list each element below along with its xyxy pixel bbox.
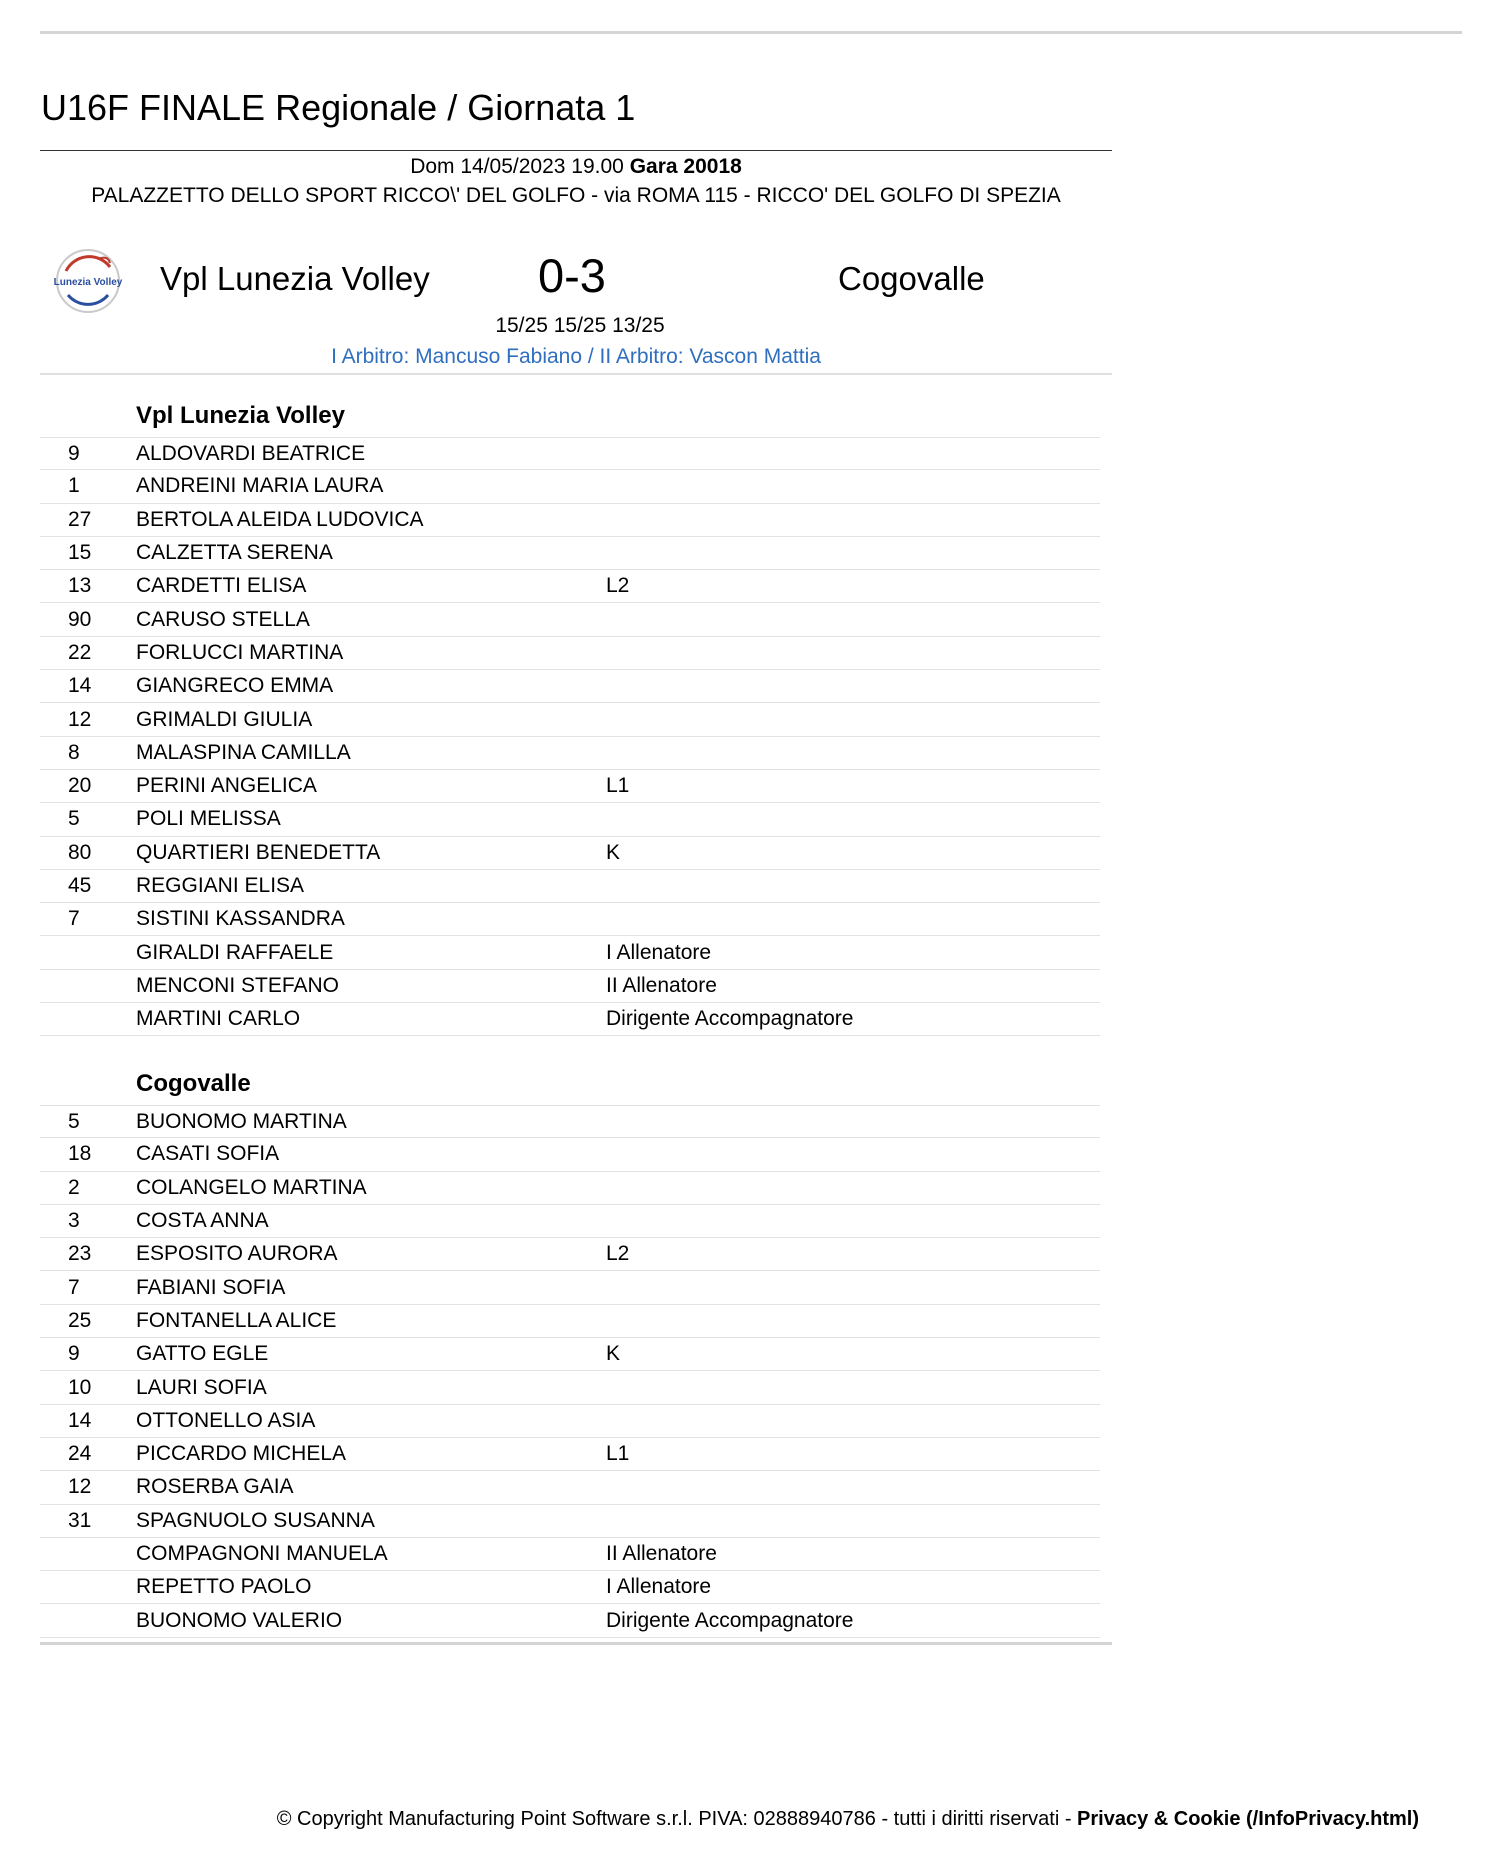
player-name: FABIANI SOFIA bbox=[136, 1275, 286, 1299]
player-number: 5 bbox=[68, 1109, 80, 1133]
player-number: 7 bbox=[68, 907, 80, 931]
player-name: SPAGNUOLO SUSANNA bbox=[136, 1508, 375, 1532]
player-number: 12 bbox=[68, 707, 92, 731]
table-row bbox=[40, 1003, 1100, 1036]
roster-team-title: Vpl Lunezia Volley bbox=[136, 402, 345, 429]
top-divider bbox=[40, 31, 1462, 34]
player-name: LAURI SOFIA bbox=[136, 1375, 267, 1399]
table-row bbox=[40, 1305, 1100, 1338]
player-name: PICCARDO MICHELA bbox=[136, 1442, 347, 1466]
player-role: I Allenatore bbox=[606, 1575, 712, 1599]
player-role: L1 bbox=[606, 1442, 630, 1466]
table-row bbox=[40, 670, 1100, 703]
player-name: ESPOSITO AURORA bbox=[136, 1242, 338, 1266]
player-name: POLI MELISSA bbox=[136, 807, 281, 831]
player-number: 31 bbox=[68, 1508, 92, 1532]
header-divider bbox=[40, 373, 1112, 375]
table-row bbox=[40, 1238, 1100, 1271]
player-number: 22 bbox=[68, 640, 92, 664]
player-name: BERTOLA ALEIDA LUDOVICA bbox=[136, 507, 424, 531]
player-name: COSTA ANNA bbox=[136, 1209, 269, 1233]
match-info bbox=[40, 154, 1112, 180]
table-row bbox=[40, 637, 1100, 670]
player-number: 7 bbox=[68, 1275, 80, 1299]
player-name: SISTINI KASSANDRA bbox=[136, 907, 345, 931]
footer bbox=[277, 1806, 1419, 1832]
table-row bbox=[40, 1271, 1100, 1304]
player-number: 3 bbox=[68, 1209, 80, 1233]
player-role: K bbox=[606, 840, 621, 864]
player-name: OTTONELLO ASIA bbox=[136, 1408, 316, 1432]
player-number: 9 bbox=[68, 441, 80, 465]
player-role: I Allenatore bbox=[606, 940, 712, 964]
player-number: 14 bbox=[68, 674, 92, 698]
player-name: CARUSO STELLA bbox=[136, 607, 310, 631]
table-row bbox=[40, 1571, 1100, 1604]
table-row bbox=[40, 1405, 1100, 1438]
player-number: 45 bbox=[68, 874, 92, 897]
privacy-link[interactable]: Privacy & Cookie (/InfoPrivacy.html) bbox=[1077, 1808, 1419, 1830]
table-row bbox=[40, 470, 1100, 503]
player-name: COLANGELO MARTINA bbox=[136, 1175, 367, 1199]
table-row bbox=[40, 1471, 1100, 1504]
roster-home bbox=[40, 395, 1100, 1036]
player-name: REPETTO PAOLO bbox=[136, 1575, 312, 1599]
player-name: MENCONI STEFANO bbox=[136, 973, 340, 997]
player-number: 24 bbox=[68, 1442, 92, 1466]
player-number: 5 bbox=[68, 807, 80, 831]
player-name: BUONOMO VALERIO bbox=[136, 1608, 343, 1632]
roster-team-title: Cogovalle bbox=[136, 1070, 251, 1097]
table-row bbox=[40, 603, 1100, 636]
copyright-text: © Copyright Manufacturing Point Software s.r.l. PIVA: 02888940786 - tutti i diritti riservati - bbox=[276, 1808, 1078, 1830]
player-role: II Allenatore bbox=[606, 973, 717, 997]
svg-text:Lunezia Volley: Lunezia Volley bbox=[53, 277, 123, 288]
player-name: MARTINI CARLO bbox=[136, 1007, 301, 1031]
player-number: 12 bbox=[68, 1475, 92, 1499]
table-row bbox=[40, 737, 1100, 770]
player-name: REGGIANI ELISA bbox=[136, 874, 305, 897]
player-number: 23 bbox=[68, 1242, 92, 1266]
player-number: 15 bbox=[68, 541, 92, 565]
player-role: II Allenatore bbox=[606, 1542, 717, 1565]
table-row bbox=[40, 970, 1100, 1003]
title-divider bbox=[40, 150, 1112, 151]
player-name: ANDREINI MARIA LAURA bbox=[136, 474, 384, 498]
player-name: FONTANELLA ALICE bbox=[136, 1308, 337, 1332]
home-team-name: Vpl Lunezia Volley bbox=[160, 260, 430, 297]
player-name: GATTO EGLE bbox=[136, 1342, 269, 1366]
player-name: CASATI SOFIA bbox=[136, 1142, 280, 1166]
table-row bbox=[40, 803, 1100, 836]
table-row bbox=[40, 1205, 1100, 1238]
player-role: L2 bbox=[606, 1242, 630, 1266]
set-scores: 15/25 15/25 13/25 bbox=[495, 314, 665, 337]
table-row bbox=[40, 770, 1100, 803]
table-row bbox=[40, 1438, 1100, 1471]
player-number: 2 bbox=[68, 1175, 80, 1199]
table-row bbox=[40, 903, 1100, 936]
table-row bbox=[40, 570, 1100, 603]
player-role: L1 bbox=[606, 774, 630, 798]
referees: I Arbitro: Mancuso Fabiano / II Arbitro: Vascon Mattia bbox=[331, 345, 821, 368]
player-name: ALDOVARDI BEATRICE bbox=[136, 441, 366, 465]
player-name: COMPAGNONI MANUELA bbox=[136, 1542, 388, 1565]
player-number: 9 bbox=[68, 1342, 80, 1366]
player-name: GRIMALDI GIULIA bbox=[136, 707, 313, 731]
table-row bbox=[40, 703, 1100, 736]
player-number: 90 bbox=[68, 607, 92, 631]
table-row bbox=[40, 1538, 1100, 1571]
roster-rows bbox=[40, 1105, 1100, 1638]
table-row bbox=[40, 1172, 1100, 1205]
table-row bbox=[40, 1604, 1100, 1637]
table-row bbox=[40, 437, 1100, 470]
player-number: 14 bbox=[68, 1408, 92, 1432]
player-name: FORLUCCI MARTINA bbox=[136, 640, 344, 664]
table-row bbox=[40, 537, 1100, 570]
match-venue: PALAZZETTO DELLO SPORT RICCO\' DEL GOLFO - via ROMA 115 - RICCO' DEL GOLFO DI SPEZIA bbox=[91, 184, 1061, 207]
table-row bbox=[40, 936, 1100, 969]
player-name: QUARTIERI BENEDETTA bbox=[136, 840, 381, 864]
player-name: CARDETTI ELISA bbox=[136, 574, 307, 598]
player-number: 20 bbox=[68, 774, 92, 798]
away-team-name: Cogovalle bbox=[838, 260, 985, 297]
roster-away bbox=[40, 1063, 1100, 1638]
table-row bbox=[40, 1505, 1100, 1538]
player-role: Dirigente Accompagnatore bbox=[606, 1007, 854, 1031]
table-row bbox=[40, 504, 1100, 537]
game-label: Gara 20018 bbox=[629, 155, 742, 178]
player-name: MALASPINA CAMILLA bbox=[136, 740, 351, 764]
player-role: K bbox=[606, 1342, 621, 1366]
table-row bbox=[40, 1138, 1100, 1171]
match-score: 0-3 bbox=[538, 249, 606, 302]
player-number: 18 bbox=[68, 1142, 92, 1166]
player-number: 13 bbox=[68, 574, 92, 598]
table-row bbox=[40, 1105, 1100, 1138]
match-datetime: Dom 14/05/2023 19.00 bbox=[410, 155, 624, 178]
player-number: 25 bbox=[68, 1308, 92, 1332]
player-name: PERINI ANGELICA bbox=[136, 774, 317, 798]
player-name: CALZETTA SERENA bbox=[136, 541, 333, 565]
table-row bbox=[40, 1371, 1100, 1404]
player-role: L2 bbox=[606, 574, 630, 598]
player-name: ROSERBA GAIA bbox=[136, 1475, 294, 1499]
player-number: 10 bbox=[68, 1375, 92, 1399]
table-row bbox=[40, 1338, 1100, 1371]
lunezia-volley-logo bbox=[52, 245, 124, 317]
table-row bbox=[40, 837, 1100, 870]
player-number: 27 bbox=[68, 507, 92, 531]
page-title: U16F FINALE Regionale / Giornata 1 bbox=[41, 87, 636, 128]
bottom-divider bbox=[40, 1642, 1112, 1645]
player-number: 1 bbox=[68, 474, 80, 498]
roster-rows bbox=[40, 437, 1100, 1036]
player-name: GIANGRECO EMMA bbox=[136, 674, 334, 698]
table-row bbox=[40, 870, 1100, 903]
player-name: BUONOMO MARTINA bbox=[136, 1109, 347, 1133]
player-number: 80 bbox=[68, 840, 92, 864]
player-name: GIRALDI RAFFAELE bbox=[136, 940, 334, 964]
player-number: 8 bbox=[68, 740, 80, 764]
player-role: Dirigente Accompagnatore bbox=[606, 1608, 854, 1632]
